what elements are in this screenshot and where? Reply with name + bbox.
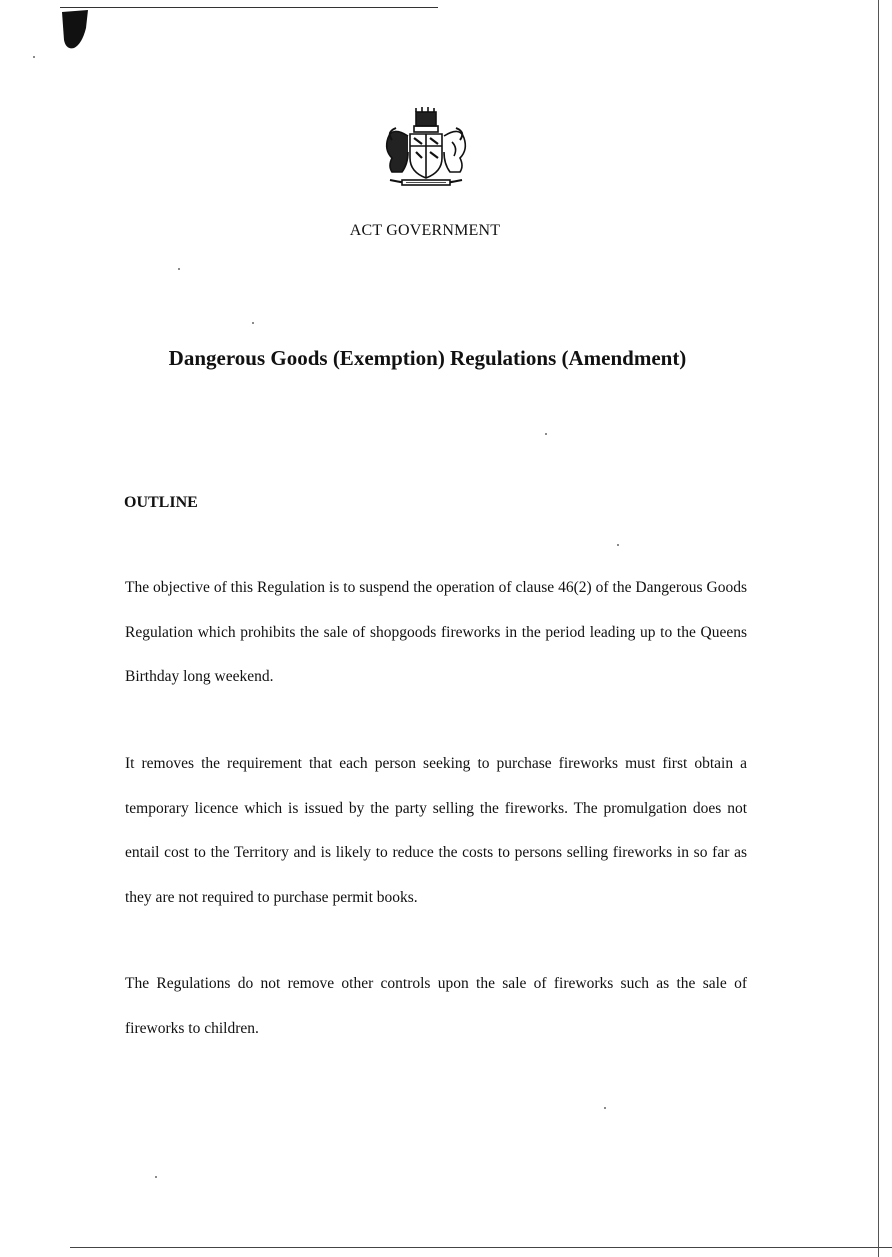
paragraph: It removes the requirement that each person seeking to purchase fireworks must first obtain a temporary licence which is issued by the party selling the fireworks. The promulgation does not entail cost to the Territory and is likely to reduce the costs to persons selling fireworks in so far as they are not required to purchase permit books. bbox=[125, 755, 747, 906]
scan-speck bbox=[252, 322, 254, 324]
scan-blot bbox=[60, 10, 90, 50]
scan-speck bbox=[617, 544, 619, 546]
scan-edge-bottom bbox=[70, 1247, 892, 1248]
section-heading: OUTLINE bbox=[124, 494, 198, 511]
document-title: Dangerous Goods (Exemption) Regulations (Amendment) bbox=[168, 346, 687, 370]
scan-speck bbox=[178, 268, 180, 270]
scan-speck bbox=[604, 1107, 606, 1109]
scan-speck bbox=[545, 433, 547, 435]
scan-edge-top bbox=[60, 7, 438, 8]
organisation-name: ACT GOVERNMENT bbox=[349, 222, 501, 239]
act-coat-of-arms-icon bbox=[378, 106, 474, 192]
paragraph: The objective of this Regulation is to suspend the operation of clause 46(2) of the Dangerous Goods Regulation which prohibits the sale of shopgoods fireworks in the period leading up to the Queens Birthday long weekend. bbox=[125, 579, 747, 685]
scan-speck bbox=[33, 56, 35, 58]
scan-edge-right bbox=[878, 0, 879, 1257]
paragraph: The Regulations do not remove other controls upon the sale of fireworks such as the sale of fireworks to children. bbox=[125, 975, 747, 1037]
scan-speck bbox=[155, 1176, 157, 1178]
